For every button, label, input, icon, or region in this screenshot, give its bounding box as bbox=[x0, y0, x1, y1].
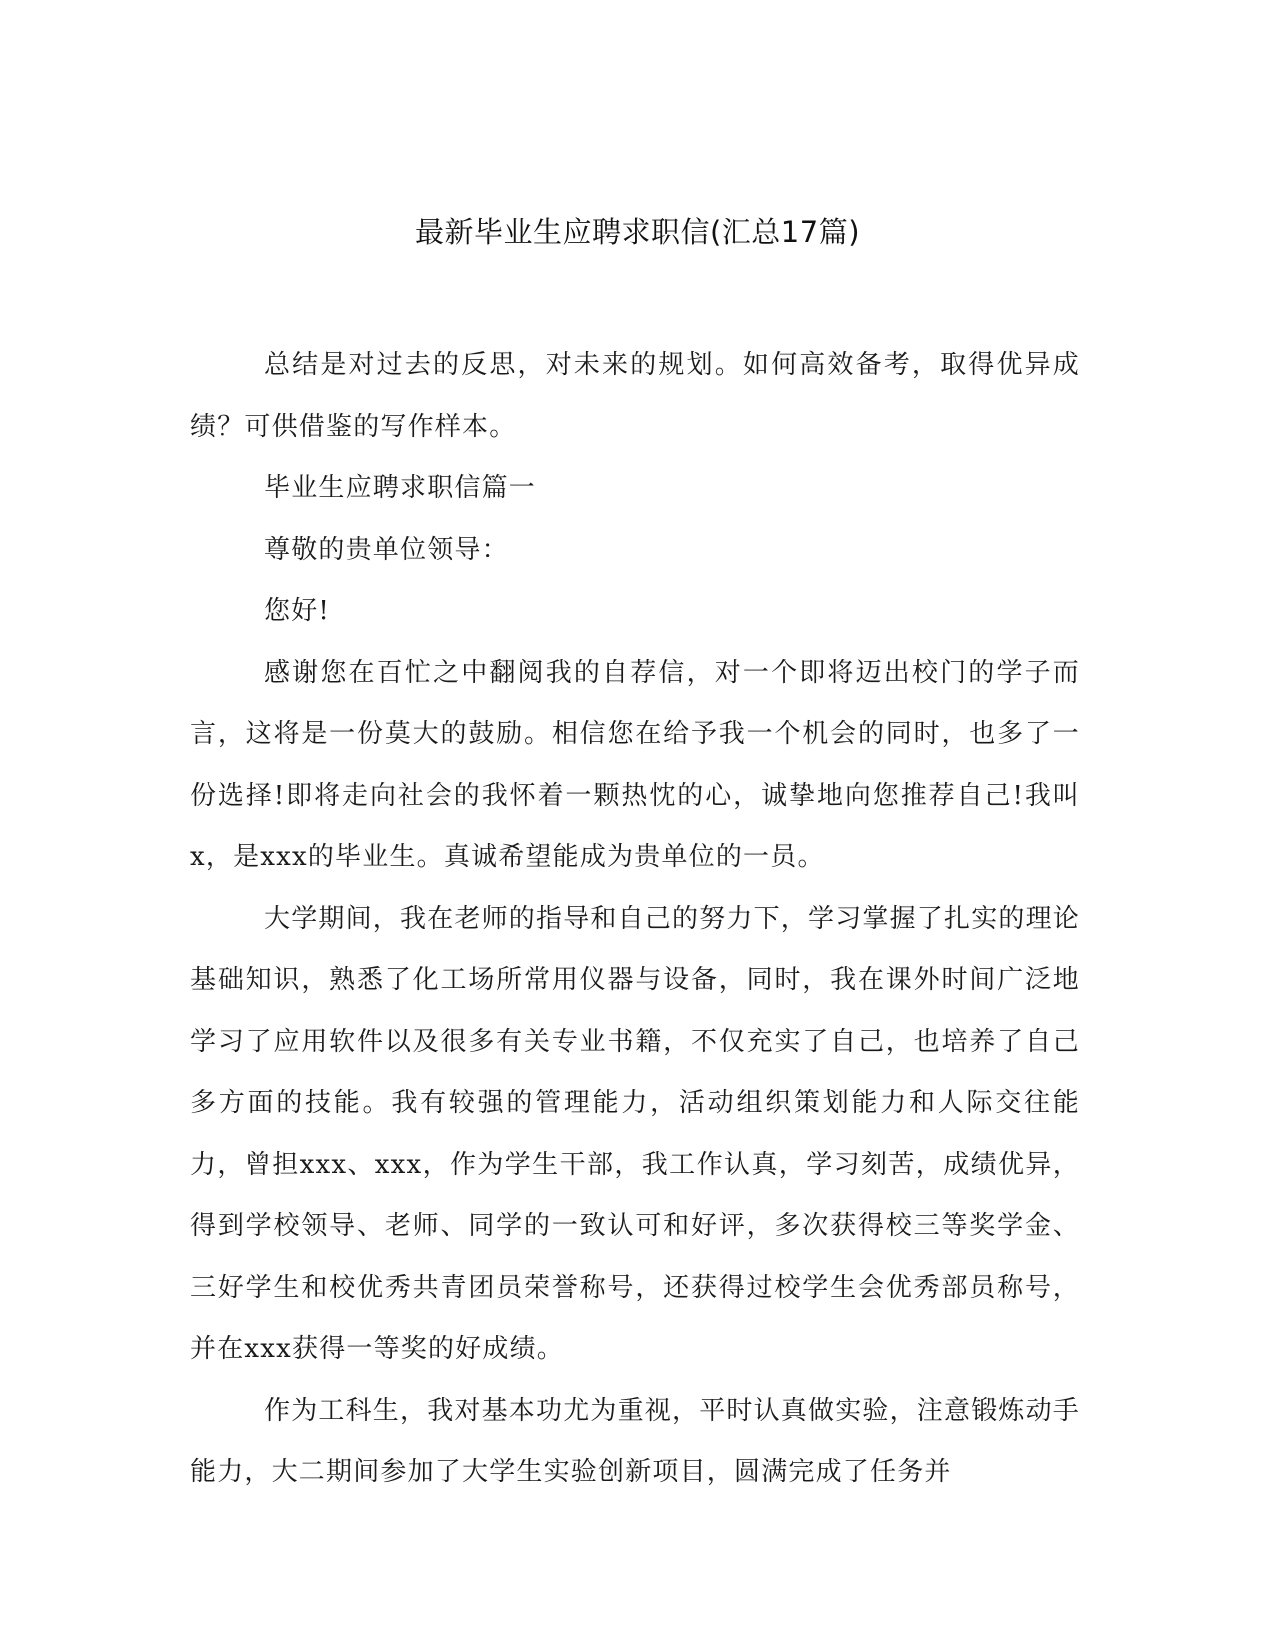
document-body bbox=[190, 335, 1080, 1504]
document-title: 最新毕业生应聘求职信(汇总17篇) bbox=[414, 215, 861, 249]
section-heading: 毕业生应聘求职信篇一 bbox=[264, 473, 537, 503]
intro-paragraph: 总结是对过去的反思，对未来的规划。如何高效备考，取得优异成绩？可供借鉴的写作样本。 bbox=[190, 350, 1080, 442]
salutation: 尊敬的贵单位领导： bbox=[264, 534, 509, 565]
body-paragraph: 大学期间，我在老师的指导和自己的努力下，学习掌握了扎实的理论基础知识，熟悉了化工场所常用仪器与设备，同时，我在课外时间广泛地学习了应用软件以及很多有关专业书籍，不仅充实了自己，也培养了自己多方面的技能。我有较强的管理能力，活动组织策划能力和人际交往能力，曾担xxx、xxx，作为学生干部，我工作认真，学习刻苦，成绩优异，得到学校领导、老师、同学的一致认可和好评，多次获得校三等奖学金、三好学生和校优秀共青团员荣誉称号，还获得过校学生会优秀部员称号，并在xxx获得一等奖的好成绩。 bbox=[190, 903, 1081, 1364]
body-paragraph: 作为工科生，我对基本功尤为重视，平时认真做实验，注意锻炼动手能力，大二期间参加了大学生实验创新项目，圆满完成了任务并 bbox=[190, 1395, 1081, 1487]
body-paragraph: 感谢您在百忙之中翻阅我的自荐信，对一个即将迈出校门的学子而言，这将是一份莫大的鼓励。相信您在给予我一个机会的同时，也多了一份选择!即将走向社会的我怀着一颗热忱的心，诚挚地向您推荐自己!我叫x，是xxx的毕业生。真诚希望能成为贵单位的一员。 bbox=[190, 657, 1080, 872]
greeting: 您好! bbox=[264, 596, 331, 626]
